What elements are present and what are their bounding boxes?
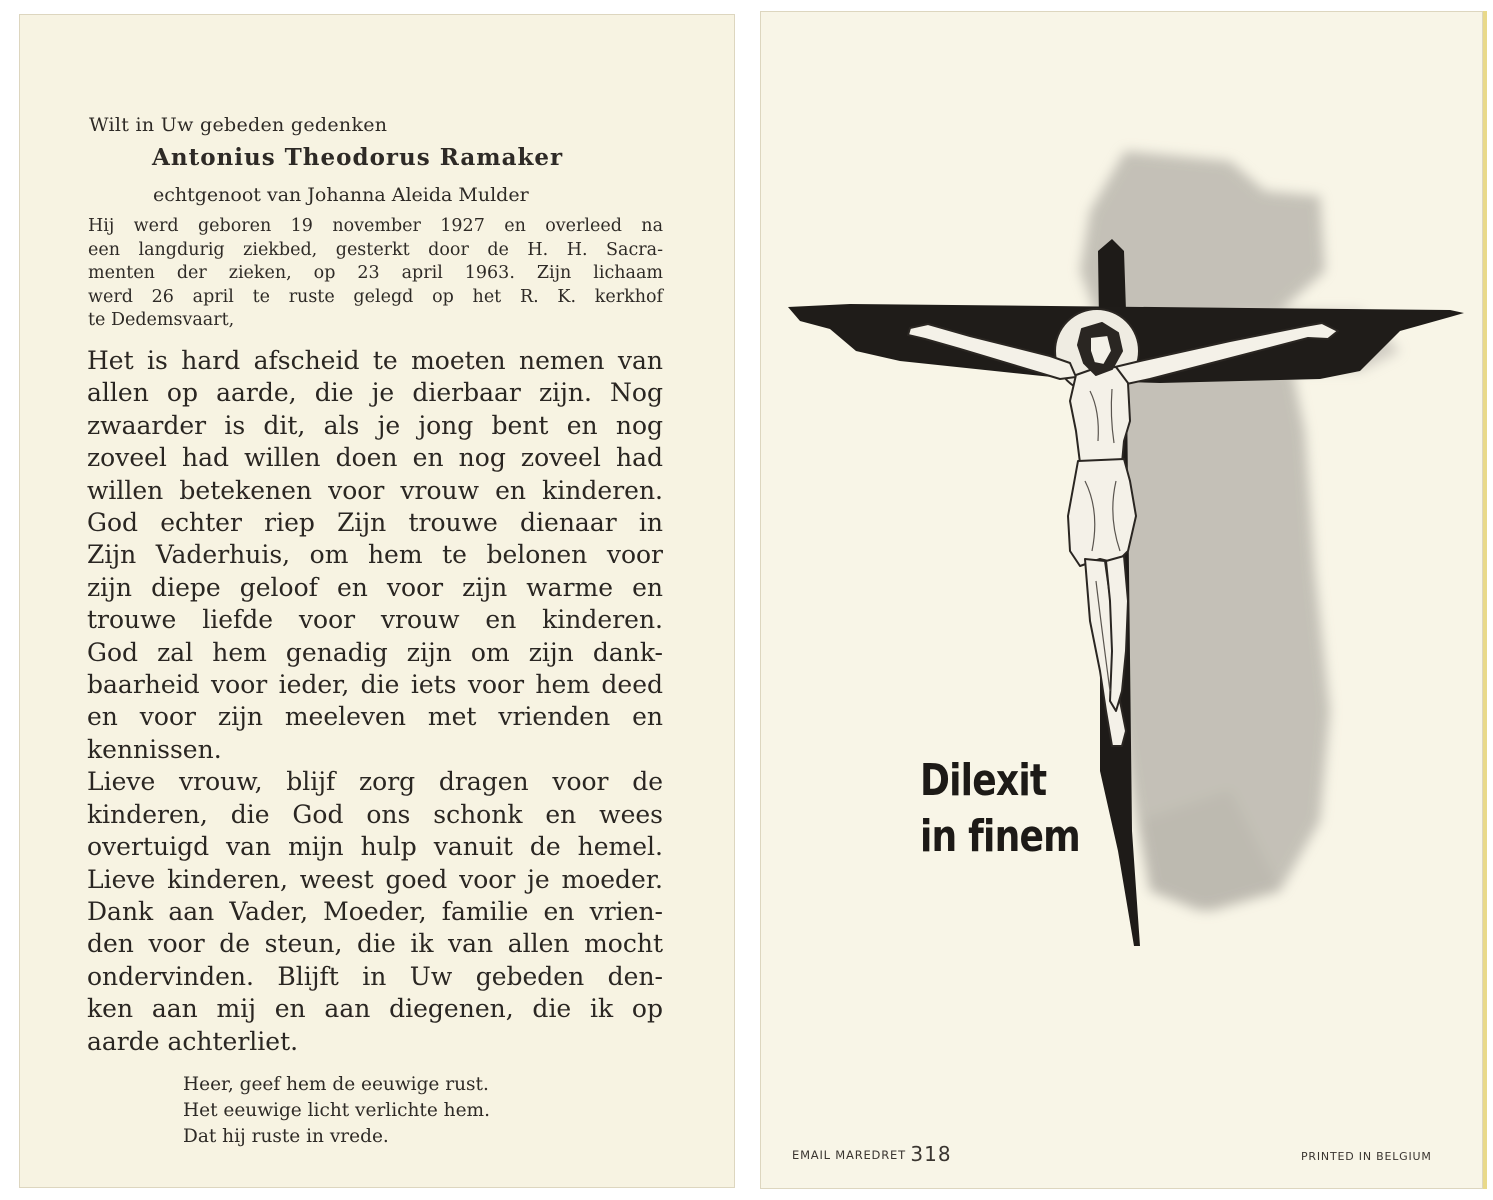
- memorial-line: kennissen.: [87, 734, 222, 764]
- memorial-line: Lieve vrouw, blijf zorg dragen voor de: [87, 767, 663, 797]
- motto-line: Dilexit: [920, 755, 1047, 806]
- bio-line: Hij werd geboren 19 november 1927 en overleed na: [88, 216, 663, 236]
- memorial-card-text-side: [19, 14, 735, 1188]
- memorial-line: Dank aan Vader, Moeder, familie en vrien-: [87, 896, 663, 926]
- memorial-line: zijn diepe geloof en voor zijn warme en: [87, 572, 663, 602]
- bio-line: een langdurig ziekbed, gesterkt door de H. H. Sacra-: [88, 239, 663, 260]
- memorial-line: Zijn Vaderhuis, om hem te belonen voor: [87, 540, 663, 570]
- memorial-line: kinderen, die God ons schonk en wees: [87, 799, 663, 829]
- prayer-verse: [183, 1072, 490, 1150]
- memorial-line: aarde achterliet.: [87, 1026, 299, 1056]
- motto-dilexit-in-finem: [920, 753, 1080, 865]
- crucifix-illustration: [760, 11, 1483, 1189]
- motto-line: in finem: [920, 811, 1080, 862]
- memorial-line: en voor zijn meeleven met vrienden en: [87, 702, 663, 732]
- memorial-line: overtuigd van mijn hulp vanuit de hemel.: [87, 832, 663, 862]
- memorial-line: God zal hem genadig zijn om zijn dank-: [87, 637, 663, 667]
- memorial-line: allen op aarde, die je dierbaar zijn. Nog: [87, 378, 663, 408]
- memorial-line: zwaarder is dit, als je jong bent en nog: [87, 410, 663, 440]
- prayer-line: Heer, geef hem de eeuwige rust.: [183, 1074, 489, 1095]
- bio-line: werd 26 april te ruste gelegd op het R. K. kerkhof: [88, 286, 663, 307]
- memorial-line: God echter riep Zijn trouwe dienaar in: [87, 508, 663, 538]
- bio-line: menten der zieken, op 23 april 1963. Zijn lichaam: [88, 263, 663, 283]
- biography-paragraph: [88, 215, 663, 333]
- memorial-line: ondervinden. Blijft in Uw gebeden den-: [87, 961, 663, 991]
- spouse-line: echtgenoot van Johanna Aleida Mulder: [153, 184, 529, 206]
- memorial-line: Het is hard afscheid te moeten nemen van: [87, 346, 663, 375]
- card-number: 318: [910, 1142, 952, 1166]
- memorial-card-image-side: [760, 11, 1487, 1189]
- intro-line: Wilt in Uw gebeden gedenken: [89, 114, 388, 136]
- memorial-line: baarheid voor ieder, die iets voor hem deed: [87, 670, 663, 700]
- prayer-line: Dat hij ruste in vrede.: [183, 1126, 389, 1147]
- memorial-line: trouwe liefde voor vrouw en kinderen.: [87, 605, 663, 635]
- memorial-line: den voor de steun, die ik van allen mocht: [87, 929, 663, 959]
- memorial-line: Lieve kinderen, weest goed voor je moeder.: [87, 864, 663, 894]
- prayer-line: Het eeuwige licht verlichte hem.: [183, 1100, 490, 1121]
- memorial-line: ken aan mij en aan diegenen, die ik op: [87, 994, 663, 1024]
- memorial-line: willen betekenen voor vrouw en kinderen.: [87, 475, 663, 505]
- deceased-name: Antonius Theodorus Ramaker: [152, 144, 564, 171]
- memorial-line: zoveel had willen doen en nog zoveel had: [87, 443, 663, 473]
- memorial-text: [87, 345, 663, 1058]
- printer-name: EMAIL MAREDRET: [792, 1148, 906, 1162]
- printed-in-belgium: PRINTED IN BELGIUM: [1301, 1150, 1432, 1163]
- printer-credit: [792, 1142, 952, 1166]
- bio-line: te Dedemsvaart,: [88, 310, 235, 330]
